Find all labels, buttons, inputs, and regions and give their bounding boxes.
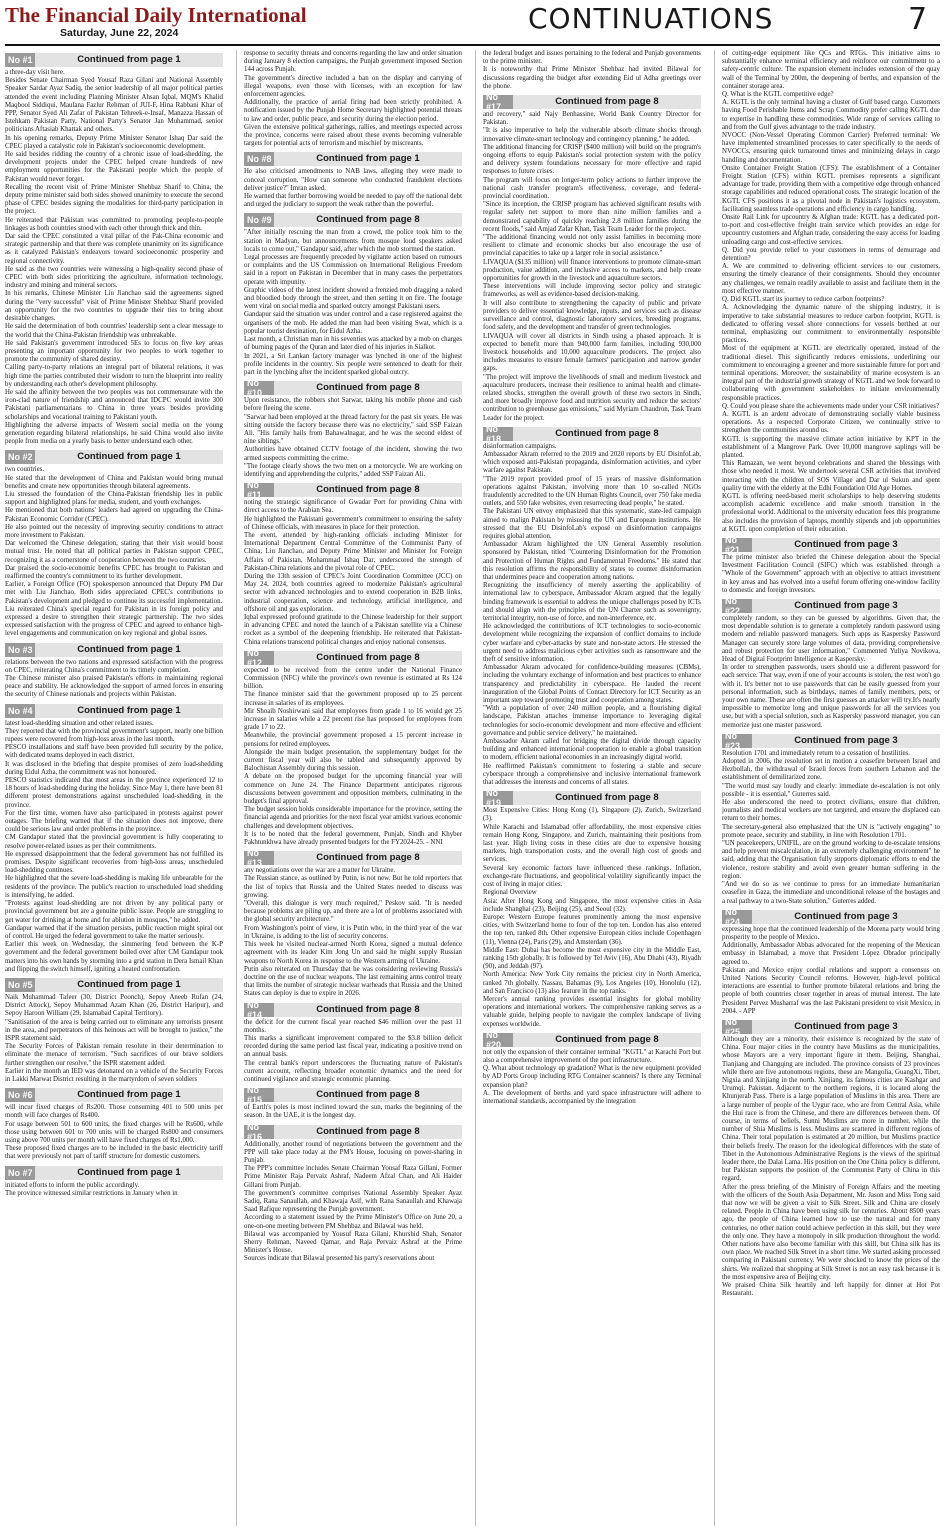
continued-label: Continued from page 1 (77, 1166, 181, 1178)
continued-story (244, 1085, 462, 1120)
story-header (5, 1088, 223, 1102)
story-header (244, 213, 462, 227)
column-4 (722, 50, 940, 1526)
story-paragraph: Besides Senate Chairman Syed Yousaf Raza Gilani and National Assembly Speaker Sardar Ayaz Sadiq, the senior leadership of all major political parties attended the event including Planning Minister Ahsan Iqbal, MQM's Khalid Maqbool Siddiqui, Maulana Fazlur Rehman of JUI-F, Hina Rabbani Khar of PPP, Senator Syed Ali Zafar of Pakistan Tehreek-e-Insaf, Manazza Hassan of Istehkam Pakistan Party, National Party's Senator Jan Muhammad, senior politicians Aftasiab Khattak and others. (5, 77, 223, 134)
story-paragraph: The secretary-general also emphasized that the UN is "actively engaging" to promote peace, security and stability, in line with Resolution 1701. (722, 823, 940, 839)
continued-label: Continued from page 3 (794, 1020, 898, 1032)
story-paragraph: The program will focus on longer-term policy actions to further improve the national cash transfer program's effectiveness, coverage, and federal-provincial coordination. (483, 176, 701, 201)
story-paragraph: Meanwhile, the provincial government proposed a 15 percent increase in pensions for retired employees. (244, 732, 462, 748)
story-paragraph: The Security Forces of Pakistan remain resolute in their determination to eliminate the menace of terrorism. "Such sacrifices of our brave soldiers further strengthen our resolve," the ISPR statement added. (5, 1043, 223, 1067)
header-rule (5, 44, 940, 46)
story-paragraph: Middle East: Dubai has become the most expensive city in the Middle East, ranking 15th globally. It is followed by Tel Aviv (16), Abu Dhabi (43), Riyadh (90), and Jeddah (97). (483, 946, 701, 971)
story-paragraph: Iqbal expressed profound gratitude to the Chinese leadership for their support in advancing CPEC and noted the launch of a Pakistan satellite via a Chinese rocket as a symbol of the deepening friendship. He reiterated that Pakistan-China relations transcend political changes and enjoy national consensus. (244, 613, 462, 646)
story-paragraph: North America: New York City remains the priciest city in North America, ranked 7th globally. Nassau, Bahamas (9), Los Angeles (10), Honolulu (12), and San Francisco (13) also feature in the top ranks. (483, 971, 701, 995)
story-paragraph: Q. What is the KGTL competitive edge? (722, 91, 834, 99)
story-paragraph: We praised China Silk heartily and left happily for dinner at Hot Pot Restaurant. (722, 1282, 940, 1298)
continued-label: Continued from page 8 (555, 96, 659, 108)
story-paragraph: initiated efforts to inform the public accordingly. (5, 1181, 140, 1189)
story-paragraph: "With a population of over 240 million people, and a flourishing digital landscape, Pakistan attaches immense importance to leveraging digital technologies for socio-economic development and more effective and efficient governance and public service delivery," he maintained. (483, 705, 701, 737)
story-paragraph: Q. What about technology up gradation? What is the new equipment provided by AD Ports Group including RTG Container scanners? Is there any Terminal expansion plan? (483, 1065, 701, 1089)
story-paragraph: The government's committee comprises National Assembly Speaker Ayaz Sadiq, Rana Sanaullah, and Khawaja Asif, with Rana Sanaullah and Khawaja Saad Rafique representing the Punjab government. (244, 1189, 462, 1214)
story-number: No #2 (5, 450, 35, 464)
story-paragraph: A. Acknowledging the dynamic nature of the shipping industry, it is imperative to take substantial measures to reduce carbon footprint, KGTL is dedicated to offering vessel shore connections for vessels berthed at our terminal, emphasizing our commitment to environmentally responsible practices. (722, 304, 940, 345)
continued-label: Continued from page 8 (316, 651, 420, 663)
story-paragraph: It will also contribute to strengthening the capacity of public and private providers to deliver essential knowledge, inputs, and services such as disease surveillance and control, diagnostic laboratory services, breeding programs, food safety, and the development and transfer of green technologies. (483, 299, 701, 332)
continued-label: Continued from page 8 (555, 792, 659, 804)
story-paragraph: He said as the two countries were witnessing a high-quality second phase of CPEC with both sides prioritizing the agriculture, information technology, industry and mining and mineral sectors. (5, 265, 223, 290)
story-paragraph: "The world must say loudly and clearly: immediate de-escalation is not only possible - it is essential," Guterres said. (722, 782, 940, 798)
story-paragraph: Resolution 1701 and immediately return to a cessation of hostilities. (722, 749, 910, 757)
story-paragraph: "After initially rescuing the man from a crowd, the police took him to the station in Madyan, but announcements from mosque loud speakers asked locals to come out," Gandapur said, after which the mob stormed the station. (244, 229, 462, 253)
story-number: No #16 (244, 1125, 274, 1139)
story-paragraph: Legal processes are frequently preceded by vigilante action based on rumours or complaints and the US Commission on International Religious Freedom said in a report on Pakistan in December that in many cases the perpetrators operate with impunity. (244, 254, 462, 286)
story-paragraph: of Earth's poles is most inclined toward the sun, marks the beginning of the season. In the UAE, it is the longest day. (244, 1104, 462, 1120)
story-paragraph: two countries. (5, 466, 45, 474)
continued-story (5, 1166, 223, 1198)
story-paragraph: The finance minister said that the government proposed up to 25 percent increase in salaries of its employees. (244, 691, 462, 707)
story-paragraph: Several key economic factors have influenced these rankings. Inflation, exchange-rate fluctuations, and geopolitical volatility significantly impact the cost of living in major cities. (483, 864, 701, 889)
column-divider (236, 50, 237, 1526)
story-paragraph: It is noteworthy that Prime Minister Shehbaz had invited Bilawal for discussions regarding the budget after extending Eid ul Adha greetings over the phone. (483, 66, 701, 90)
story-paragraph: the federal budget and issues pertaining to the federal and Punjab governments to the prime minister. (483, 50, 701, 66)
continued-label: Continued from page 8 (316, 1089, 420, 1101)
story-paragraph: While Karachi and Islamabad offer affordability, the most expensive cities remain Hong Kong, Singapore, and Zurich, maintaining their positions from last year. High living costs in these cities are due to expensive housing markets, high transportation costs, and the overall high cost of goods and services. (483, 823, 701, 864)
story-paragraph: The prime minister also briefed the Chinese delegation about the Special Investment Facilitation Council (SIFC) which was established through a "Whole of the Government" approach with an objective to attract investment in key areas and has evolved into a useful forum offering one-window facility to domestic and foreign investors. (722, 553, 940, 594)
continued-story (5, 53, 223, 446)
story-paragraph: The Pakistani UN envoy emphasized that this systematic, state-led campaign aimed to malign Pakistan by misusing the UN and European institutions. He stressed that the EU DisinfoLab's exposé on disinformation campaigns requires global attention. (483, 508, 701, 540)
story-paragraph: The province witnessed similar restrictions in January when in (5, 1189, 178, 1197)
story-paragraph: "The footage clearly shows the two men on a motorcycle. We are working on identifying and apprehending the culprits," added SSP Faizan Ali. (244, 462, 462, 478)
column-divider (714, 50, 715, 1526)
story-paragraph: He highlighted the Pakistani government's commitment to ensuring the safety of Chinese officials, with measures in place for their protection. (244, 515, 462, 531)
continued-story (244, 213, 462, 377)
story-paragraph: He also criticised amendments to NAB laws, alleging they were made to conceal corruption. "How can someone who conducted fraudulent elections deliver justice?" Imran asked. (244, 168, 462, 192)
story-header (483, 92, 701, 113)
continued-story (483, 423, 701, 788)
story-paragraph: Bilawal was accompanied by Yousuf Raza Gilani, Khurshid Shah, Senator Sherry Rehman, Naveed Qamar, and Raja Pervaiz Ashraf at the Prime Minister's House. (244, 1230, 462, 1255)
story-number: No #7 (5, 1166, 35, 1180)
story-paragraph: Upon resistance, the robbers shot Sarwar, taking his mobile phone and cash before fleeing the scene. (244, 397, 462, 413)
story-paragraph: KGTL is supporting the massive climate action initiative by KPT in the establishment of a Mangrove Park. Over 10,000 mangrove saplings will be planted. (722, 435, 940, 459)
story-header (244, 848, 462, 869)
story-paragraph: Authorities have obtained CCTV footage of the incident, showing the two armed suspects committing the crime. (244, 446, 462, 462)
story-paragraph: It is to be noted that the federal government, Punjab, Sindh and Khyber Pakhtunkhwa have already presented budgets for the FY2024-25. - NNI (244, 830, 462, 847)
story-paragraph: KGTL is offering need-based merit scholarships to help deserving students accomplish academic excellence and make smooth transition in the professional world. Additional to the university education fees this programme also includes the provision of laptops, monthly stipends and job opportunities at KGTL upon completion of their education. (722, 492, 940, 533)
story-paragraph: Naik Muhammad Tafeer (30, District Poonch), Sepoy Aneeb Rufan (24, District Attock), Sepoy Muhammad Azam Khan (26, District Haripur), and Sepoy Haroon William (29, Islamabad Capital Territory). (5, 993, 223, 1018)
story-paragraph: This Ramazan, we went beyond celebrations and shared the blessings with those who needed it most. We undertook several CSR activities that involved interacting with the children of SOS Village and Dar ul Sukun and spent quality time with the elderly at the Edhi Foundation Old Age Homes. (722, 460, 940, 492)
continued-story (244, 647, 462, 847)
story-header (722, 906, 940, 927)
story-paragraph: A. KGTL is an ardent advocate of demonstrating socially viable business operations. As a respected Corporate Citizen, we continually strive to strengthen the communities around us. (722, 410, 940, 435)
continued-label: Continued from page 1 (77, 54, 181, 65)
story-paragraph: For the first time, women have also participated in protests against power outages. The briefing warned that if the situation does not improve, there could be serious law and order problems in the province. (5, 809, 223, 834)
story-number: No #18 (483, 427, 513, 441)
story-paragraph: These proposed fixed charges are to be included in the basic electricity tariff that were previously not part of tariff structure for domestic customers. (5, 1145, 223, 1161)
story-paragraph: "Sarwar had been employed at the thread factory for the past six years. He was sitting outside the factory because there was no electricity," said SSP Faizan Ali. "His family hails from Bahawalnagar, and he was the second eldest of nine siblings." (244, 413, 462, 446)
continued-label: Continued from page 3 (794, 734, 898, 746)
story-paragraph: In his opening remarks, Deputy Prime Minister Senator Ishaq Dar said the CPEC played a catalystic role in Pakistan's socioeconomic development. (5, 134, 223, 150)
story-paragraph: Ambassador Akram referred to the 2019 and 2020 reports by EU DisinfoLab, which exposed anti-Pakistan propaganda, disinformation activities, and cyber warfare against Pakistan. (483, 450, 701, 475)
story-paragraph: Liu reiterated China's special regard for Pakistan in its foreign policy and expressed a desire to strengthen their strategic partnership. The two sides expressed satisfaction with the progress of CPEC and agreed to enhance high-level engagements and communication on key regional and global issues. (5, 605, 223, 638)
story-paragraph: Q. Could you please share the achievements made under your CSR initiatives? (722, 402, 940, 410)
continued-label: Continued from page 3 (794, 910, 898, 922)
continued-label: Continued from page 1 (316, 153, 420, 165)
story-paragraph: Gandapur said the situation was under control and a case registered against the organisers of the mob. He added the man had been visiting Swat, which is a popular tourist destination, for Eidul Azha. (244, 311, 462, 335)
story-number: No #24 (722, 910, 752, 924)
continued-story (244, 1121, 462, 1264)
continued-label: Continued from page 3 (794, 600, 898, 611)
story-paragraph: In 2021, a Sri Lankan factory manager was lynched in one of the highest profile incidents in the country. Six people were sentenced to death for their part in the lynching after the incident sparked global outcry. (244, 352, 462, 376)
story-paragraph: "The 2019 report provided proof of 15 years of massive disinformation operations against Pakistan, involving more than 10 so-called NGOs fraudulently accredited to the UN Human Rights Council, over 750 fake media outlets, and 550 fake websites, even resurrecting dead people," he stated. (483, 475, 701, 508)
continued-label: Continued from page 1 (77, 643, 181, 655)
story-paragraph: From Washington's point of view, it is Putin who, in the third year of the war in Ukraine, is adding to the list of security concerns. (244, 924, 462, 940)
continued-label: Continued from page 8 (316, 1003, 420, 1015)
story-paragraph: A. We are committed to delivering efficient services to our customers, ensuring the timely clearance of their consignments. Should they encounter any challenges, we remain readily available to assist and facilitate them in the most effective manner. (722, 263, 940, 295)
story-paragraph: Earlier, a Foreign Office (FO) spokesperson announced that Deputy PM Dar met with Liu Jianchao. Both sides appreciated CPEC's contributions to Pakistan's development and pledged to continue its successful implementation. (5, 581, 223, 605)
continued-label: Continued from page 8 (316, 1125, 420, 1137)
story-paragraph: Regional Overview (483, 889, 537, 897)
issue-date: Saturday, June 22, 2024 (60, 27, 179, 39)
story-header (244, 647, 462, 668)
story-header (483, 423, 701, 444)
story-paragraph: noting the strategic significance of Gwadar Port for providing China with direct access to the Arabian Sea. (244, 499, 462, 515)
continued-label: Continued from page 1 (77, 451, 181, 463)
story-paragraph: He also underscored the need to protect civilians, ensure that children, journalists and medical workers are not targeted, and ensure the displaced can return to their homes. (722, 799, 940, 823)
story-header (5, 53, 223, 67)
story-number: No #19 (483, 791, 513, 805)
column-divider (475, 50, 476, 1526)
story-number: No #6 (5, 1088, 35, 1102)
story-paragraph: Q. Did you provide relief to your customers in terms of demurrage and detention? (722, 246, 940, 263)
story-header (5, 450, 223, 464)
story-paragraph: During the 13th session of CPEC's Joint Coordination Committee (JCC) on May 24, 2024, both countries agreed to modernize Pakistan's agricultural sector with advanced technologies and to extend cooperation in B2B links, industrial cooperation, science and technology, artificial intelligence, and offshore oil and gas exploration. (244, 572, 462, 613)
story-paragraph: Onsite Container Freight Station (CFS): The establishment of a Container Freight Station (CFS) within KGTL premises represents a significant advantage for trade, providing them with a competitive edge through enhanced storage capabilities and reduced operational costs. The strategic location of the KGTL CFS positions it as a pivotal node in Pakistan's logistics ecosystem, facilitating seamless trade operations and efficiency in cargo handling. (722, 164, 940, 213)
story-paragraph: Earlier in the month an IED was detonated on a vehicle of the Security Forces in Lakki Marwat District resulting in the martyrdom of seven soldiers (5, 1067, 223, 1083)
story-paragraph: Additionally, another round of negotiations between the government and the PPP will take place today at the PM's House, focusing on power-sharing in Punjab. (244, 1140, 462, 1164)
story-paragraph: He acknowledged the contributions of ICT technologies to socio-economic development while recognizing the expansion of conflict domains to include cyber warfare and cyber-attacks by state and non-state actors. He stressed the urgent need to address malicious cyber activities such as ransomware and the theft of sensitive information. (483, 623, 701, 664)
story-paragraph: He said Pakistan's government introduced 5Es to focus on five key areas presenting an important opportunity for two peoples to work together to promote the community of shared destiny. (5, 339, 223, 364)
continued-label: Continued from page 8 (316, 852, 420, 864)
continued-story (483, 788, 701, 1028)
story-header (244, 1085, 462, 1106)
story-paragraph: Gandapur warned that if the situation persists, public reaction might spiral out of control. He urged the federal government to take the matter seriously. (5, 924, 223, 940)
story-header (244, 999, 462, 1020)
story-paragraph: a three-day visit here. (5, 69, 65, 76)
continued-story (5, 978, 223, 1084)
story-number: No #10 (244, 381, 274, 395)
story-paragraph: After the press briefing of the Ministry of Foreign Affairs and the meeting with the officers of the South Asia Department, Mr. Jason and Miss Tong said that now we will be given a visit to Silk Street. Silk and China are closely related. People in China have been using silk for centuries. About 8500 years ago, the people of China learned how to use the natural and for many centuries, no other nation could achieve perfection in this skill, but they were the only one. They have a monopoly in silk production throughout the world. Other nations have also become familiar with this skill, but China silk has its own place. We reached Silk Street in a short time. We started asking processed comparing in Pakistani currency. We were shocked to know the prices of the shirts. We realized that shopping at Silk Street is not an easy task because it is the most expensive area of Beijing city. (722, 1183, 940, 1281)
story-paragraph: Recalling the recent visit of Prime Minister Shehbaz Sharif to China, the deputy prime minister said both sides showed unanimity to execute the second phase of CPEC besides signing the modalities for third-party participation in the project. (5, 183, 223, 216)
story-paragraph: Last month, a Christian man in his seventies was attacked by a mob on charges of burning pages of the Quran and later died of his injuries in Sialkot. (244, 336, 462, 352)
section-title: CONTINUATIONS (528, 2, 774, 35)
story-paragraph: Q. Did KGTL start its journey to reduce carbon footprints? (722, 296, 885, 304)
story-paragraph: "UN peacekeepers, UNIFIL, are on the ground working to de-escalate tensions and help prevent miscalculation, in an extremely challenging environment" he said, adding that the Organisation fully supports diplomatic efforts to end the violence, restore stability and avoid even greater human suffering in the region. (722, 840, 940, 880)
story-paragraph: Given the extensive political gatherings, rallies, and meetings expected across the province, concerns were raised about these events becoming vulnerable targets for potential acts of terrorism and mischief by miscreants. (244, 123, 462, 148)
story-paragraph: The budget session holds considerable importance for the province, setting the financial agenda and priorities for the next fiscal year amidst various economic challenges and development objectives. (244, 806, 462, 830)
continued-story (244, 480, 462, 647)
story-paragraph: Most of the equipment at KGTL are electrically operated, instead of the traditional diesel. This significantly reduces emissions, underlining our commitment to encouraging a greener and more sustainable future for port and terminal operations. Moreover, the sustainability of marine ecosystem is an integral part of the industrial growth strategy of KGTL and we look forward to collaborating with government stakeholders to initiate environmentally responsible practices. (722, 345, 940, 402)
page-number: 7 (908, 2, 928, 37)
story-paragraph: Ambassador Akram advocated for confidence-building measures (CBMs), including the voluntary exchange of information and best practices to enhance transparency and predictability in cyberspace. He lauded the recent inauguration of the Global Points of Contact Directory for ICT Security as an important step toward promoting trust and cooperation among states. (483, 664, 701, 705)
story-paragraph: The Chinese minister also praised Pakistan's efforts in maintaining regional peace and stability. He acknowledged the support of armed forces in ensuring the security of Chinese nationals and projects within Pakistan. (5, 675, 223, 699)
story-paragraph: NVOCC (Non-Vessel Operating Common Carrier) Preferred terminal: We have implemented streamlined processes to cater specifically to the needs of NVOCCs, ensuring quick turnaround times and minimizing delays in cargo handling and documentation. (722, 132, 940, 164)
story-paragraph: Pakistan and Mexico enjoy cordial relations and support a consensus on United Nations Security Council reforms. However, high-level political interactions are essential to further promote bilateral relations and bring the people of both countries closer together in areas of mutual interest. The late President Pervez Musharraf was the last Pakistani president to visit Mexico, in 2004. - APP (722, 966, 940, 1015)
story-paragraph: He said the determination of both countries' leadership sent a clear message to the world that the China-Pakistan friendship was unbreakable. (5, 323, 223, 339)
continued-story (722, 730, 940, 906)
story-number: No #17 (483, 95, 513, 109)
continued-label: Continued from page 1 (77, 978, 181, 990)
story-paragraph: He said besides ridding the country of a chronic issue of load-shedding, the development projects under the CPEC helped create hundreds of new employment opportunities for the Pakistani people which the people of Pakistan would never forget. (5, 151, 223, 183)
continued-story (722, 906, 940, 1016)
story-paragraph: response to security threats and concerns regarding the law and order situation during January 8 election campaigns, the Punjab government imposed Section 144 across Punjab. (244, 50, 462, 74)
story-paragraph: Ambassador Akram called for bridging the digital divide through capacity building and enhanced international cooperation to enable a global transition to modern, efficient national economies in an increasingly digital world. (483, 738, 701, 762)
story-header (722, 1016, 940, 1037)
story-paragraph: The event, attended by high-ranking officials including Minister for International Department Central Committee of the Communist Party of China, Liu Jianchao, and Deputy Prime Minister and Minister for Foreign Affairs of Pakistan, Mohammad Ishaq Dar, underscored the strength of Pakistan-China relations and the pivotal role of CPEC. (244, 531, 462, 572)
continued-story (5, 1088, 223, 1161)
story-header (483, 788, 701, 809)
story-paragraph: Mir Shoaib Noshirwani said that employees from grade 1 to 16 would get 25 increase in salaries while a 22 percent rise has proposed for employees from grade 17 to 22. (244, 707, 462, 732)
story-paragraph: Alongside the main budget presentation, the supplementary budget for the current fiscal year will also be tabled and subsequently approved by Balochistan Assembly during this session. (244, 748, 462, 773)
story-number: No #8 (244, 152, 274, 166)
story-paragraph: Dar welcomed the Chinese delegation, stating that their visit would boost mutual trust. He noted that all political parties in Pakistan support CPEC, recognizing it as a cornerstone of cooperation between the two countries. (5, 540, 223, 564)
newspaper-name: The Financial Daily International (5, 3, 307, 27)
story-header (722, 534, 940, 555)
column-2 (244, 50, 462, 1526)
story-paragraph: Putin also reiterated on Thursday that he was considering reviewing Russia's doctrine on the use of nuclear weapons. The last remaining arms control treaty that limits the number of strategic nuclear warheads that Russia and the United States can deploy is due to expire in 2026. (244, 965, 462, 998)
story-paragraph: Additionally, the practice of aerial firing had been strictly prohibited. A notification issued by the Punjab Home Secretary highlighted potential threats to law and order, public peace, and security during the election period. (244, 99, 462, 123)
continued-story (244, 50, 462, 148)
story-number: No #21 (722, 538, 752, 552)
story-paragraph: Calling party-to-party relations an integral part of bilateral relations, it was high time the parties contributed their wisdom to turn the blueprint into reality by understanding each other's development philosophy. (5, 364, 223, 388)
continued-story (244, 378, 462, 479)
story-paragraph: Earlier this week on Wednesday, the simmering feud between the K-P government and the federal government boiled over after CM Gandapur took matters into his own hands by storming into a grid station in Dera Ismail Khan and flipping the switch himself, igniting a heated confrontation. (5, 941, 223, 973)
story-paragraph: Asia: After Hong Kong and Singapore, the most expensive cities in Asia include Shanghai (23), Beijing (25), and Seoul (32). (483, 897, 701, 913)
story-header (244, 152, 462, 166)
story-number: No #20 (483, 1033, 513, 1047)
story-number: No #12 (244, 651, 274, 665)
story-paragraph: PESCO statistics indicated that most areas in the province experienced 12 to 18 hours of load-shedding during the holiday. Since May 1, there have been 81 different protest demonstrations against unscheduled load-shedding in the province. (5, 777, 223, 809)
story-paragraph: "And we do so as we continue to press for an immediate humanitarian ceasefire in Gaza, the immediate and unconditional release of the hostages and a real pathway to a two-State solution," Guterres added. (722, 881, 940, 905)
continued-story (722, 1016, 940, 1299)
story-paragraph: The central bank's report underscores the fluctuating nature of Pakistan's current account, reflecting broader economic dynamics and the need for continued vigilance and strategic economic planning. (244, 1059, 462, 1083)
story-paragraph: Most Expensive Cities: Hong Kong (1), Singapore (2), Zurich, Switzerland (3). (483, 807, 701, 823)
story-number: No #25 (722, 1020, 752, 1034)
story-paragraph: CM Gandapur stated that the provincial government is fully cooperating to resolve power-related issues as per their commitments. (5, 834, 223, 850)
continued-story (722, 596, 940, 730)
continued-label: Continued from page 8 (555, 427, 659, 439)
story-paragraph: Recognizing the insufficiency of merely asserting the applicability of international law to cyberspace, Ambassador Akram argued that the legally binding framework is essential to address the unique challenges posed by ICTs and should align with the principles of the UN Charter such as sovereignty, territorial integrity, non-use of force, and non-interference, etc. (483, 582, 701, 622)
continued-label: Continued from page 8 (555, 1033, 659, 1045)
story-paragraph: According to a statement issued by the Prime Minister's Office on June 20, a one-on-one meeting between PM Shehbaz and Bilawal was held. (244, 1214, 462, 1230)
story-header (5, 1166, 223, 1180)
story-paragraph: Onsite Rail Link for upcountry & Afghan trade: KGTL has a dedicated port-to-port and cost-effective freight train service which provides an edge for upcountry customers and Afghan trade, considering the easy access for loading unloading cargo and cost-effective services. (722, 214, 940, 246)
continued-story (483, 50, 701, 91)
continued-label: Continued from page 3 (794, 538, 898, 550)
continued-story (244, 999, 462, 1085)
story-paragraph: The government's directive included a ban on the display and carrying of illegal weapons, even those with licenses, with an exception for law enforcement agencies. (244, 74, 462, 99)
story-paragraph: "Overall, this dialogue is very much required," Peskov said. "It is needed because problems are piling up, and there are a lot of problems associated with the global security architecture." (244, 900, 462, 924)
story-paragraph: A debate on the proposed budget for the upcoming financial year will commence on June 24. The Finance Department anticipates rigorous discussions between government and opposition members, culminating in the budget's final approval. (244, 773, 462, 806)
story-header (244, 1121, 462, 1142)
story-number: No #14 (244, 1003, 274, 1017)
story-paragraph: "Sanitisation of the area is being carried out to eliminate any terrorists present in the area, and perpetrators of this heinous act will be brought to justice," the ISPR statement said. (5, 1018, 223, 1042)
story-paragraph: He stated that the development of China and Pakistan would bring mutual benefits and create new opportunities through bilateral agreements. (5, 474, 223, 490)
story-number: No #23 (722, 734, 752, 748)
continued-label: Continued from page 8 (316, 382, 420, 394)
story-paragraph: not only the expansion of their container terminal "KGTL" at Karachi Port but also a comprehensive improvement of the port infrastructure. (483, 1048, 701, 1064)
story-paragraph: Adopted in 2006, the resolution set in motion a ceasefire between Israel and Hezbollah, the withdrawal of Israeli forces from southern Lebanon and the establishment of demilitarized zone. (722, 758, 940, 782)
story-paragraph: "The project will improve the livelihoods of small and medium livestock and aquaculture producers, increase their resilience to animal health and climate-related shocks, strengthen the overall growth of these two sectors in Sindh, and more broadly improve food and nutrition security and reduce the sectors' contribution to greenhouse gas emissions," said Myriam Chaudron, Task Team Leader for the project. (483, 373, 701, 422)
story-paragraph: the deficit for the current fiscal year reached $46 million over the past 11 months. (244, 1018, 462, 1034)
story-header (5, 978, 223, 992)
story-paragraph: Ambassador Akram highlighted the UN General Assembly resolution sponsored by Pakistan, titled "Countering Disinformation for the Promotion and Protection of Human Rights and Fundamental Freedoms." He stated that this resolution affirms the responsibility of states to counter disinformation that undermines peace and cooperation among nations. (483, 541, 701, 581)
story-paragraph: Additionally, Ambassador Abbas advocated for the reopening of the Mexican embassy in Islamabad, a move that President López Obrador principally agreed to. (722, 942, 940, 966)
story-paragraph: will incur fixed charges of Rs200. Those consuming 401 to 500 units per month will face charges of Rs400. (5, 1104, 223, 1120)
story-paragraph: Dar praised the socio-economic benefits CPEC has brought to Pakistan and reaffirmed the country's commitment to its further development. (5, 564, 223, 580)
story-paragraph: "Protests against load-shedding are not driven by any political party or provincial government but are a genuine public issue. People are struggling to get water for drinking at home and for ablution in mosques," he added. (5, 900, 223, 924)
story-paragraph: LIVAQUA will cover all districts in Sindh using a phased approach. It is expected to benefit more than 940,000 farm families, including 930,000 livestock households and 10,000 aquaculture producers. The project also includes measures to ensure female farmers' participation and narrow gender gaps. (483, 332, 701, 373)
continued-story (5, 450, 223, 638)
story-header (244, 378, 462, 399)
story-paragraph: disinformation campaigns. (483, 442, 557, 450)
continued-label: Continued from page 1 (77, 704, 181, 716)
story-paragraph: Dar said the CPEC constituted a vital pillar of the Pak-China economic and strategic partnership and that there was complete unanimity on its significance as it catalyzed Pakistan's endeavors toward socioeconomic prosperity and regional connectivity. (5, 233, 223, 265)
story-paragraph: He reiterated that Pakistan was committed to promoting people-to-people linkages as both countries stood with each other through thick and thin. (5, 216, 223, 232)
story-header (244, 480, 462, 501)
story-paragraph: Mercer's annual ranking provides essential insights for global mobility operations and international workers. The comprehensive ranking serves as a valuable guide, helping people to navigate the complex landscape of living expenses worldwide. (483, 995, 701, 1028)
continued-story (5, 643, 223, 700)
story-number: No #3 (5, 643, 35, 657)
story-paragraph: He warned that further borrowing would be needed to pay off the national debt and urged the judiciary to support the weak rather than the powerful. (244, 193, 462, 209)
continued-story (483, 1029, 701, 1106)
continued-label: Continued from page 1 (77, 1089, 181, 1101)
story-header (722, 596, 940, 616)
continued-story (244, 848, 462, 998)
story-paragraph: LIVAQUA ($135 million) will finance interventions to promote climate-smart production, value addition, and inclusive access to markets, and help create opportunities for growth in the livestock and aquaculture sectors. (483, 258, 701, 283)
story-paragraph: "It is also imperative to help the vulnerable absorb climate shocks through innovative climate-smart technology and contingency planning," he added. (483, 127, 701, 143)
continued-story (5, 704, 223, 974)
story-paragraph: He expressed disappointment that the federal government has not fulfilled its promises. Despite significant recoveries from high-loss areas, unscheduled load-shedding continues. (5, 850, 223, 875)
story-paragraph: Graphic videos of the latest incident showed a frenzied mob dragging a naked and bloodied body through the street, and then setting it on fire. The footage went viral on social media and sparked outcry amongst Pakistani users. (244, 286, 462, 311)
story-number: No #13 (244, 851, 274, 865)
story-paragraph: He highlighted that the severe load-shedding is making life unbearable for the residents of the province. The public's reaction to unscheduled load shedding is intensifying, he added. (5, 875, 223, 899)
story-paragraph: In order to strengthen passwords, users should use a different password for each service. That way, even if one of your accounts is stolen, the rest won't go with it. It's better not to use passwords that can be easily guessed from your personal information, such as birthdays, names of family members, pets, or your own name. These are often the first guesses an attacker will try.It's nearly impossible to memorize long and unique passwords for all the services you use, but with a special solution, such as Kaspersky password manager, you can memorize just one master password. (722, 664, 940, 729)
story-paragraph: relations between the two nations and expressed satisfaction with the progress on CPEC, reiterating China's commitment to its timely completion. (5, 658, 223, 674)
masthead (0, 0, 945, 44)
story-header (722, 730, 940, 751)
story-paragraph: and recovery," said Najy Benhassine, World Bank Country Director for Pakistan. (483, 111, 701, 127)
story-paragraph: He also pointed out the necessity of improving security conditions to attract more investment to Pakistan. (5, 523, 223, 539)
story-number: No #15 (244, 1088, 274, 1102)
column-3 (483, 50, 701, 1526)
story-paragraph: He mentioned that both nations' leaders had agreed on upgrading the China-Pakistan Economic Corridor (CPEC). (5, 507, 223, 523)
story-header (5, 643, 223, 657)
story-paragraph: Sources indicate that Bilawal presented his party's reservations about (244, 1255, 435, 1263)
story-paragraph: They reported that with the provincial government's support, nearly one billion rupees were recovered from high-loss areas in the last month. (5, 727, 223, 744)
story-header (5, 704, 223, 718)
story-paragraph: He said the affinity between the two peoples was not commensurate with the iron-clad nature of friendship and announced that IDCPC would invite 300 Pakistani parliamentarians to China in three years besides providing scholarships and vocational training to Pakistani youth. (5, 388, 223, 421)
story-paragraph: A. KGTL is the only terminal having a cluster of Gulf based cargo. Customers having Food Perishable Items and Scrap Commodity prefer calling KGTL due to expertise in handling these commodities. Wide range of services calling to and from the Gulf gives advantage to the trade industry. (722, 99, 940, 131)
story-paragraph: Europe: Western Europe features prominently among the most expensive cities, with Switzerland home to four of the top ten. London has also entered the top ten, ranked 8th. Other expensive European cities include Copenhagen (11), Vienna (24), Paris (29), and Amsterdam (36). (483, 913, 701, 946)
story-paragraph: "The additional financing would not only assist families in becoming more resilient to climate and economic shocks but also encourage the use of provincial capacities to take up a larger role in social assistance." (483, 234, 701, 258)
story-header (483, 1029, 701, 1050)
story-paragraph: completely random, so they can be guessed by algorithms. Given that, the most dependable solution is to generate a completely random password using modern and reliable password managers. Such apps as Kaspersky Password Manager can securely store large volumes of data, providing comprehensive and robust protection for user information," Commented Yuliya Novikova, Head of Digital Footprint Intelligence at Kaspersky. (722, 615, 940, 664)
story-paragraph: It was disclosed in the briefing that despite promises of zero load-shedding during Eidul Azha, the commitment was not honoured. (5, 760, 223, 776)
continued-label: Continued from page 8 (316, 484, 420, 496)
story-paragraph: PESCO installations and staff have been provided full security by the police, with dedicated teams deployed in each district. (5, 744, 223, 760)
story-paragraph: He reaffirmed Pakistan's commitment to fostering a stable and secure cyberspace through a comprehensive and inclusive international framework that addresses the interests and concerns of all states. (483, 762, 701, 787)
story-paragraph: expected to be received from the centre under the National Finance Commission (NFC) while the province's own revenue is estimated at Rs 124 billion. (244, 666, 462, 691)
story-paragraph: The additional financing for CRISP ($400 million) will build on the program's ongoing efforts to equip Pakistan's social protection system with the policy and delivery system foundations necessary for more effective and rapid responses to future crises. (483, 143, 701, 176)
story-paragraph: latest load-shedding situation and other related issues. (5, 719, 154, 727)
continued-label: Continued from page 8 (316, 214, 420, 226)
column-1 (5, 50, 223, 1526)
story-number: No #9 (244, 213, 274, 227)
story-number: No #22 (722, 599, 752, 613)
story-paragraph: For usage between 501 to 600 units, the fixed charges will be Rs600, while those using between 601 to 700 units will be charged Rs800 and consumers using above 700 units per month will have fixed charges of Rs1,000. (5, 1120, 223, 1144)
continued-story (722, 50, 940, 534)
story-number: No #5 (5, 978, 35, 992)
story-paragraph: In his remarks, Chinese Minister Liu Jianchao said the agreements signed during the "very successful" visit of Prime Minister Shehbaz Sharif provided an opportunity for the two countries to upgrade their ties to bring about desirable changes. (5, 290, 223, 323)
continued-story (483, 92, 701, 423)
story-paragraph: "Since its inception, the CRISP program has achieved significant results with regular safety net support to more than nine million families and a demonstrated capability of quickly reaching 2.8 million families during the recent floods," said Amjad Zafar Khan, Task Team Leader for the project. (483, 201, 701, 233)
story-paragraph: This marks a significant improvement compared to the $3.8 billion deficit recorded during the same period last fiscal year, indicating a positive trend on an annual basis. (244, 1034, 462, 1059)
story-paragraph: This week he visited nuclear-armed North Korea, signed a mutual defence agreement with its leader Kim Jong Un and said he might supply Russian weapons to North Korea in response to the Western arming of Ukraine. (244, 941, 462, 965)
story-paragraph: The Russian stance, as outlined by Putin, is not new. But he told reporters that the list of topics that Russia and the United States needed to discuss was growing. (244, 875, 462, 899)
story-paragraph: any negotiations over the war are a matter for Ukraine. (244, 867, 396, 875)
story-paragraph: Liu stressed the foundation of the China-Pakistan friendship lies in public support and highlighted plans for media, student, and youth exchanges. (5, 490, 223, 507)
story-paragraph: A. The development of berths and yard space infrastructure will adhere to international standards, accompanied by the integration (483, 1089, 701, 1105)
story-number: No #1 (5, 53, 35, 67)
continued-story (244, 152, 462, 209)
story-paragraph: The PPP's committee includes Senate Chairman Yousaf Raza Gillani, Former Prime Minister Raja Pervaiz Ashraf, Nadeem Afzal Chan, and Ali Haider Gillani from Punjab. (244, 1165, 462, 1189)
story-paragraph: expressing hope that the continued leadership of the Morena party would bring prosperity to the people of Mexico. (722, 925, 940, 941)
continued-story (722, 534, 940, 595)
story-paragraph: These interventions will include improving sector policy and strategic frameworks, as well as evidence-based decision-making. (483, 283, 701, 299)
story-paragraph: Although they are a minority, their existence is recognized by the state of China. Four major cities in the country have Muslims as the municipalities, whose Mayors are a very important figure in them. Beijing, Shanghai, Tianjiang and Changqing are included. The province consists of 23 provinces while there are five autonomous regions, these are Mangolia, GuangXi, Tibet, Nigxia and Xinjiang in the north. Xinjiang, its famous cities are Kashgar and Urumqi. Pakistan. Adjacent to the northern regions, it is located along the Khunjerab Pass. There is a large population of Muslims in this area. There are a large number of people of the Uygur race, who are from Central Asia, while the Hui race is from the Chinese, and there are differences between them. Of course, in terms of beliefs, Sunni Muslims are more in number, while the number of Shia Muslims is less. Muslims are scattered in different regions of China. Their total population is estimated at 20 million, but Muslims practice their beliefs freely. The reason for the ideological differences with the state of Tibet in the Autonomous Administrative Regions is the views of the spiritual leader there, the Dalai Lama. His position on the One China policy is different, but Pakistan supports the position of the Communist Party of China in this regard. (722, 1035, 940, 1183)
story-paragraph: Highlighting the adverse impacts of Western social media on the young generation regarding bilateral relationships, he said China would also invite people from media on a yearly basis to better understand each other. (5, 421, 223, 446)
story-paragraph: of cutting-edge equipment like QCs and RTGs. This initiative aims to substantially enhance terminal efficiency and reinforce our commitment to a safety-centric culture. The expansion element includes extension of the quay wall of the Terminal by 200m, the deepening of berths, and expansion of the container storage area. (722, 50, 940, 90)
story-number: No #4 (5, 704, 35, 718)
story-number: No #11 (244, 483, 274, 497)
